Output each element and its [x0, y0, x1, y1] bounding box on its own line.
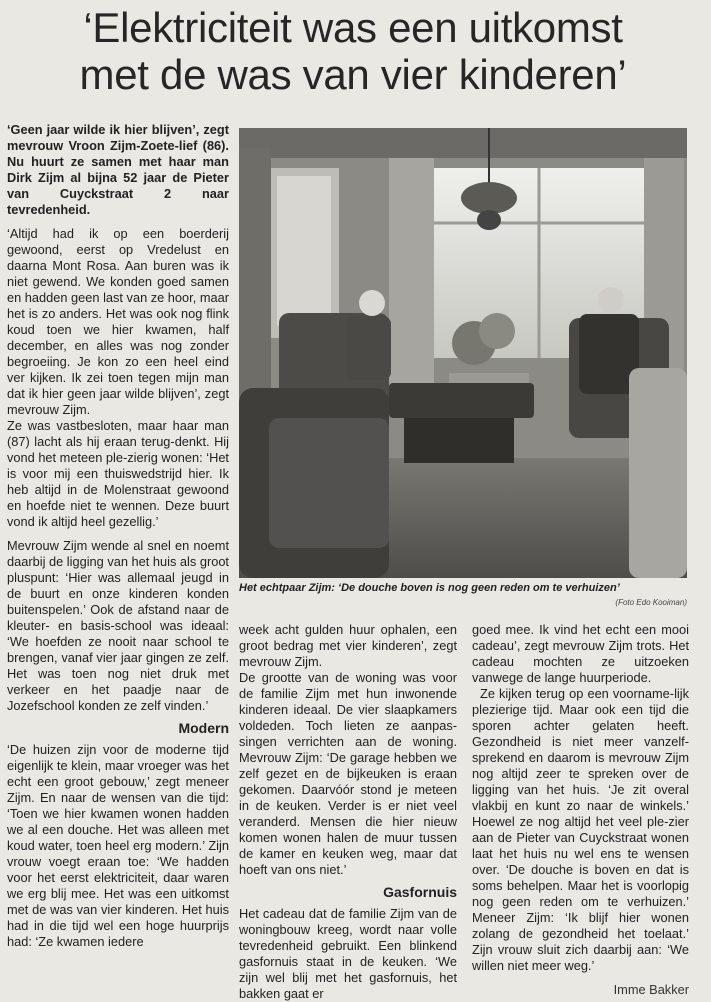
- headline-line-2: met de was van vier kinderen’: [79, 51, 627, 98]
- paragraph: De grootte van de woning was voor de familie Zijm met hun inwonende kinderen ideaal. De vier slaapkamers voldeden. Toch lieten ze aanpas-singen verrichten aan de woning. Mevrouw Zijm: ‘De garage hebben we zelf gezet en de bijkeuken is eraan gekomen. Daarvóór stond je meteen in de keuken. Verder is er niet veel veranderd. Mensen die hier nieuw komen wonen halen de muur tussen de kamer en keuken weg, maar dat hoeft van ons niet.’: [239, 670, 457, 877]
- paragraph: Mevrouw Zijm wende al snel en noemt daarbij de ligging van het huis als groot pluspunt: ‘Hier was allemaal jeugd in de buurt en onze kinderen konden buitenspelen.’ Ook de afstand naar de kleuter- en basis-school was ideaal: ‘We hoefden ze nooit naar school te brengen, vanaf vier jaar gingen ze zelf. Het was toen nog niet druk met verkeer en het paadje naar de Jozefschool konden ze zelf vinden.’: [7, 538, 229, 713]
- living-room-photo: [239, 128, 687, 578]
- subheading-gasfornuis: Gasfornuis: [383, 884, 457, 900]
- article-column-3: [472, 622, 689, 998]
- subheading-modern: Modern: [178, 720, 229, 736]
- paragraph: ‘Altijd had ik op een boerderij gewoond, eerst op Vredelust en daarna Mont Rosa. Aan buren was ik niet gewend. We konden goed samen en hadden geen last van ze hoor, maar het is zo anders. Het was ook nog flink koud toen we hier kwamen, half december, en alles was nog zonder begroeiing. Je kon zo een heel eind ver kijken. Ik zei toen tegen mijn man dat ik hier geen jaar wilde blijven’, zegt mevrouw Zijm.: [7, 226, 229, 417]
- headline-line-1: ‘Elektriciteit was een uitkomst: [83, 4, 623, 51]
- article-column-2: [239, 622, 457, 1002]
- paragraph: goed mee. Ik vind het echt een mooi cadeau’, zegt mevrouw Zijm trots. Het cadeau mochten ze uitzoeken vanwege de lange huurperiode.: [472, 622, 689, 685]
- paragraph: week acht gulden huur ophalen, een groot bedrag met vier kinderen’, zegt mevrouw Zijm.: [239, 622, 457, 669]
- paragraph: Ze was vastbesloten, maar haar man (87) lacht als hij eraan terug-denkt. Hij vond het meteen ple-zierig wonen: ‘Het is voor mij een thuiswedstrijd hier. Ik heb altijd in de Molenstraat gewoond en hoefde niet te wennen. Deze buurt vond ik altijd heel gezellig.’: [7, 418, 229, 529]
- paragraph: Ze kijken terug op een voorname-lijk plezierige tijd. Maar ook een tijd die sporen achter gelaten heeft. Gezondheid is niet meer vanzelf-sprekend en daarom is mevrouw Zijm nog altijd zeer te spreken over de ligging van het huis. ‘Je zit overal vlakbij en kunt zo naar de winkels.’ Hoewel ze nog altijd het veel ple-zier aan de Pieter van Cuyckstraat wonen laat het huis nu wel ens te wensen over. ‘De douche is boven en dat is soms behelpen. Maar het is voorlopig nog geen reden om te verhuizen.’ Meneer Zijm: ‘Ik blijf hier wonen zolang de gezondheid het toelaat.’ Zijn vrouw sluit zich daarbij aan: ‘We willen niet meer weg.’: [472, 686, 689, 973]
- paragraph: Het cadeau dat de familie Zijm van de woningbouw kreeg, wordt naar volle tevredenheid gebruikt. Een blinkend gasfornuis staat in de keuken. ‘We zijn wel blij met het gasfornuis, het bakken gaat er: [239, 906, 457, 1001]
- article-lead: ‘Geen jaar wilde ik hier blijven’, zegt mevrouw Vroon Zijm-Zoete-lief (86). Nu huurt ze samen met haar man Dirk Zijm al bijna 52 jaar de Pieter van Cuyckstraat 2 naar tevredenheid.: [7, 122, 229, 217]
- article-photo: [239, 128, 687, 578]
- article-column-1: [7, 122, 229, 950]
- paragraph: ‘De huizen zijn voor de moderne tijd eigenlijk te klein, maar vroeger was het echt een groot gebouw,’ zegt meneer Zijm. En naar de wensen van die tijd: ‘Toen we hier kwamen wonen hadden we al een douche. Het was alleen met koud water, toen heel erg modern.’ Zijn vrouw voegt eraan toe: ‘We hadden voor het eerst elektriciteit, daar waren we erg blij mee. Het was een uitkomst met de was van vier kinderen. Het huis had in die tijd wel een hoge huurprijs had: ‘Ze kwamen iedere: [7, 742, 229, 949]
- photo-caption: Het echtpaar Zijm: ‘De douche boven is nog geen reden om te verhuizen’: [239, 582, 620, 594]
- headline: [8, 4, 698, 98]
- photo-credit: (Foto Edo Kooiman): [615, 598, 687, 607]
- author-signature: Imme Bakker: [613, 982, 689, 997]
